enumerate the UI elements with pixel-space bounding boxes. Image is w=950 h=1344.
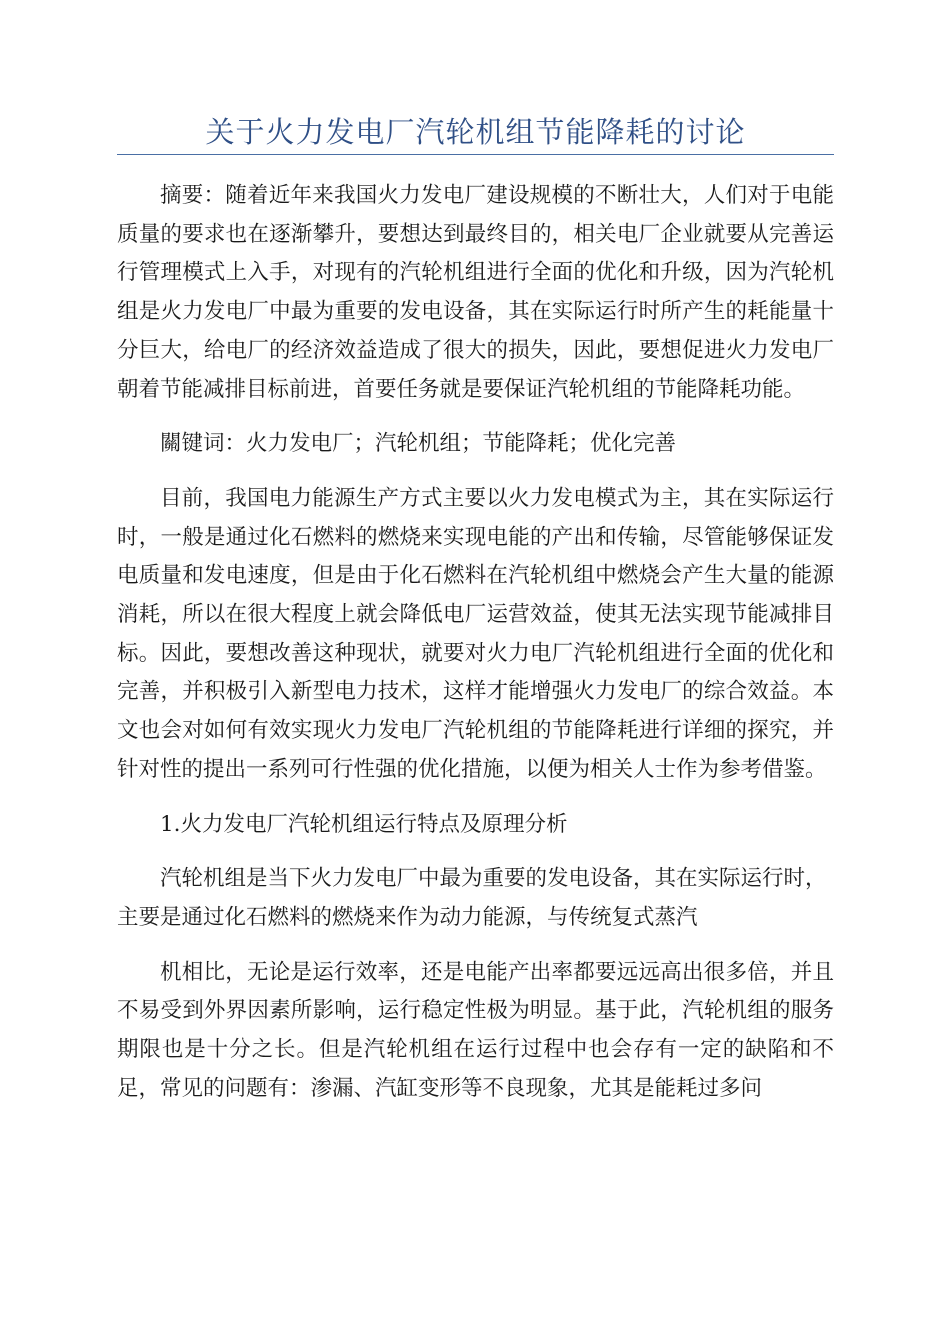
body-paragraph: 汽轮机组是当下火力发电厂中最为重要的发电设备，其在实际运行时，主要是通过化石燃料的燃烧来作为动力能源，与传统复式蒸汽 [117,866,827,930]
section-heading: 1.火力发电厂汽轮机组运行特点及原理分析 [160,811,568,837]
document-title: 关于火力发电厂汽轮机组节能降耗的讨论 [117,112,834,155]
abstract-paragraph: 摘要：随着近年来我国火力发电厂建设规模的不断壮大，人们对于电能质量的要求也在逐渐攀升，要想达到最终目的，相关电厂企业就要从完善运行管理模式上入手，对现有的汽轮机组进行全面的优化和升级，因为汽轮机组是火力发电厂中最为重要的发电设备，其在实际运行时所产生的耗能量十分巨大，给电厂的经济效益造成了很大的损失，因此，要想促进火力发电厂朝着节能减排目标前进，首要任务就是要保证汽轮机组的节能降耗功能。 [117,183,834,402]
title-spacer [117,155,834,177]
document-page [117,112,834,1108]
body-paragraph: 机相比，无论是运行效率，还是电能产出率都要远远高出很多倍，并且不易受到外界因素所影响，运行稳定性极为明显。基于此，汽轮机组的服务期限也是十分之长。但是汽轮机组在运行过程中也会存有一定的缺陷和不足，常见的问题有：渗漏、汽缸变形等不良现象，尤其是能耗过多问 [117,959,834,1101]
paragraph-gap [117,409,834,425]
paragraph-gap [117,464,834,480]
paragraph-gap [117,844,834,860]
intro-paragraph: 目前，我国电力能源生产方式主要以火力发电模式为主，其在实际运行时，一般是通过化石燃料的燃烧来实现电能的产出和传输，尽管能够保证发电质量和发电速度，但是由于化石燃料在汽轮机组中燃烧会产生大量的能源消耗，所以在很大程度上就会降低电厂运营效益，使其无法实现节能减排目标。因此，要想改善这种现状，就要对火力电厂汽轮机组进行全面的优化和完善，并积极引入新型电力技术，这样才能增强火力发电厂的综合效益。本文也会对如何有效实现火力发电厂汽轮机组的节能降耗进行详细的探究，并针对性的提出一系列可行性强的优化措施，以便为相关人士作为参考借鉴。 [117,485,834,782]
paragraph-gap [117,790,834,806]
keywords-paragraph: 關键词：火力发电厂；汽轮机组；节能降耗；优化完善 [160,431,677,457]
paragraph-gap [117,938,834,954]
